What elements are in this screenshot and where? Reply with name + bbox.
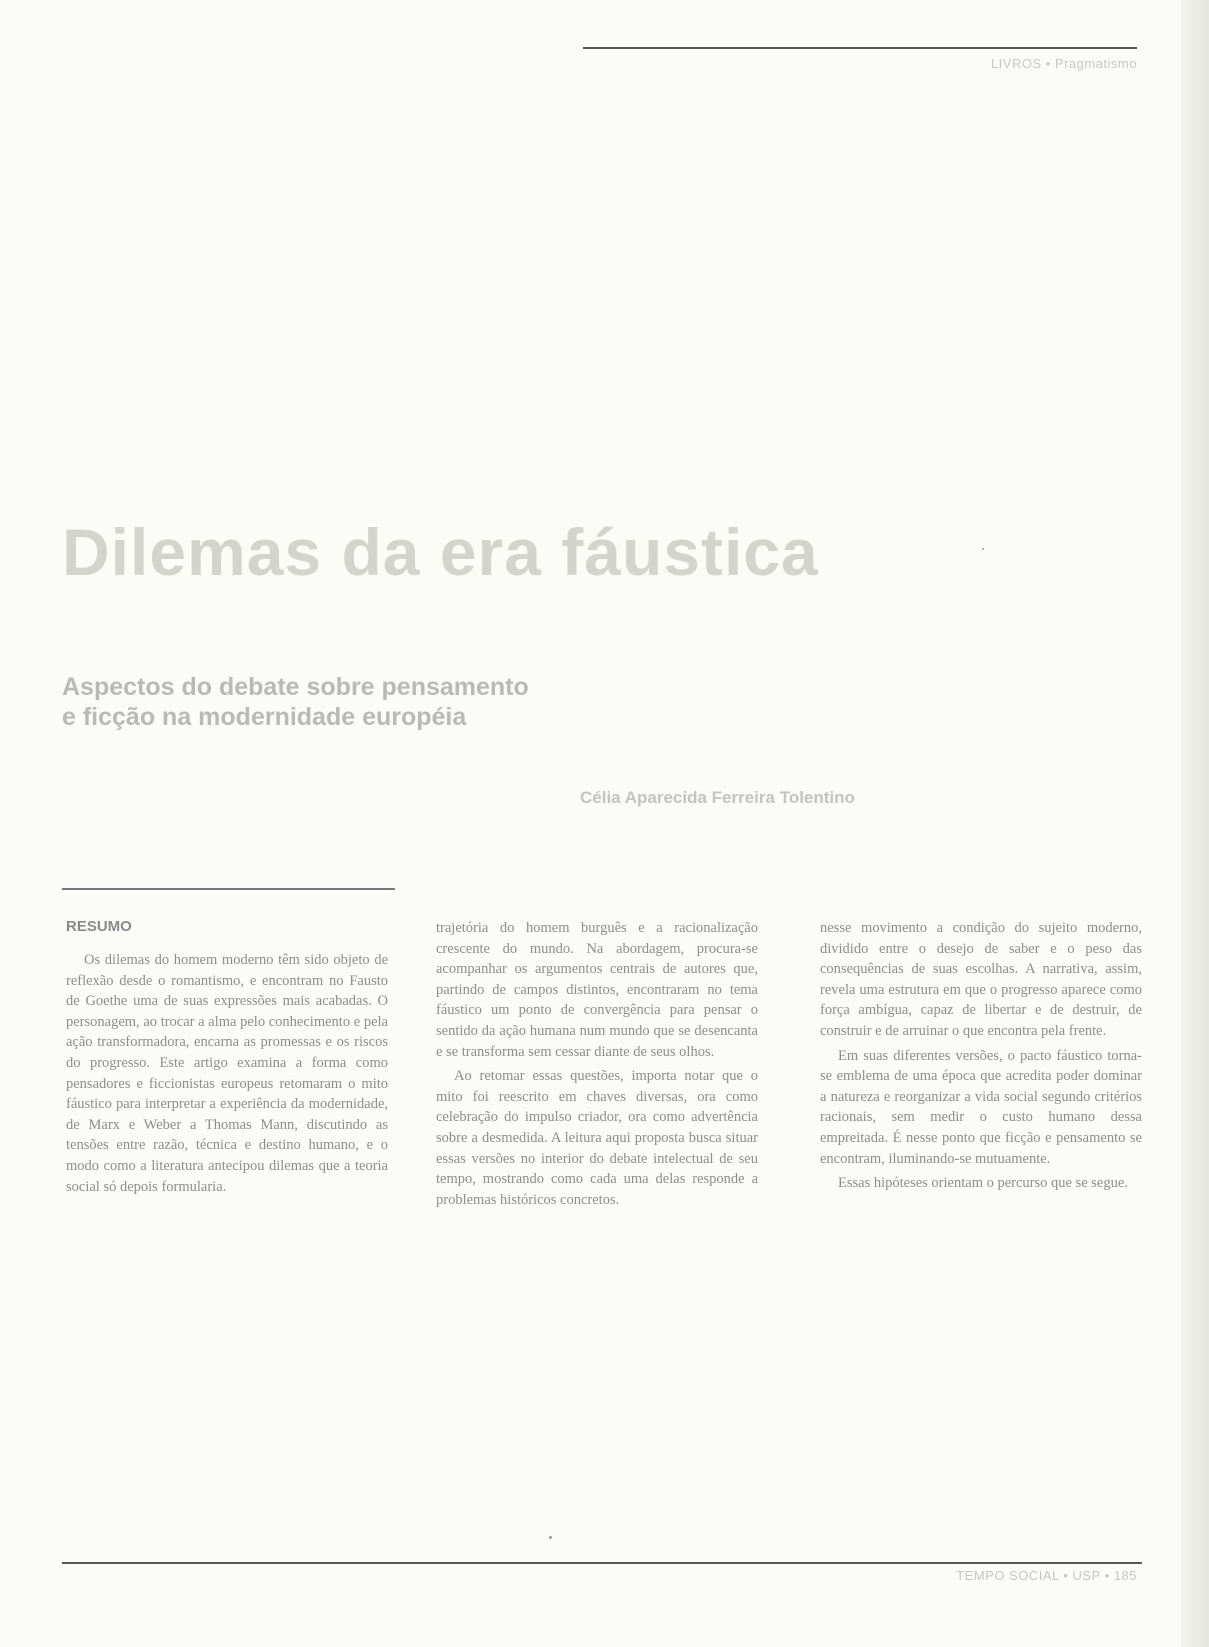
page-footer: TEMPO SOCIAL • USP • 185 [956, 1568, 1137, 1583]
paragraph: Ao retomar essas questões, importa notar que o mito foi reescrito em chaves diversas, ora como celebração do impulso criador, ora como advertência sobre a desmedida. A leitura aqui proposta busca situar essas versões no interior do debate intelectual de seu tempo, mostrando como cada uma delas responde a problemas históricos concretos. [436, 1068, 758, 1208]
column-rule [62, 888, 395, 890]
article-subtitle [62, 672, 762, 732]
paragraph: Essas hipóteses orientam o percurso que se segue. [838, 1175, 1128, 1192]
text-column-2 [436, 918, 758, 1508]
print-speck [982, 548, 984, 550]
subtitle-line-1: Aspectos do debate sobre pensamento [62, 673, 529, 701]
text-column-3 [820, 918, 1142, 1508]
paragraph: nesse movimento a condição do sujeito moderno, dividido entre o desejo de saber e o peso das consequências de suas escolhas. A narrativa, assim, revela uma estrutura em que o progresso aparece como força ambígua, capaz de libertar e de destruir, de construir e de arruinar o que encontra pela frente. [820, 920, 1142, 1039]
paragraph: Em suas diferentes versões, o pacto fáustico torna-se emblema de uma época que acredita poder dominar a natureza e reorganizar a vida social segundo critérios racionais, sem medir o custo humano dessa empreitada. É nesse ponto que ficção e pensamento se encontram, iluminando-se mutuamente. [820, 1047, 1142, 1167]
subtitle-line-2: e ficção na modernidade européia [62, 703, 467, 731]
print-speck [549, 1536, 552, 1539]
text-column-1 [66, 950, 388, 1510]
abstract-label: RESUMO [66, 918, 132, 935]
article-author: Célia Aparecida Ferreira Tolentino [580, 788, 855, 807]
top-rule [583, 47, 1137, 49]
bottom-rule [62, 1562, 1142, 1564]
paragraph: trajetória do homem burguês e a racionalização crescente do mundo. Na abordagem, procura-se acompanhar os argumentos centrais de autores que, partindo de campos distintos, encontraram no tema fáustico um ponto de convergência para pensar o sentido da ação humana num mundo que se desencanta e se transforma sem cessar diante de seus olhos. [436, 920, 758, 1060]
page-edge-shadow [1181, 0, 1209, 1647]
article-title: Dilemas da era fáustica [62, 515, 819, 589]
paragraph: Os dilemas do homem moderno têm sido objeto de reflexão desde o romantismo, e encontram no Fausto de Goethe uma de suas expressões mais acabadas. O personagem, ao trocar a alma pelo conhecimento e pela ação transformadora, encarna as promessas e os riscos do progresso. Este artigo examina a forma como pensadores e ficcionistas europeus retomaram o mito fáustico para interpretar a experiência da modernidade, de Marx e Weber a Thomas Mann, discutindo as tensões entre razão, técnica e destino humano, e o modo como a literatura antecipou dilemas que a teoria social só depois formularia. [66, 952, 388, 1195]
running-head: LIVROS • Pragmatismo [990, 56, 1137, 71]
